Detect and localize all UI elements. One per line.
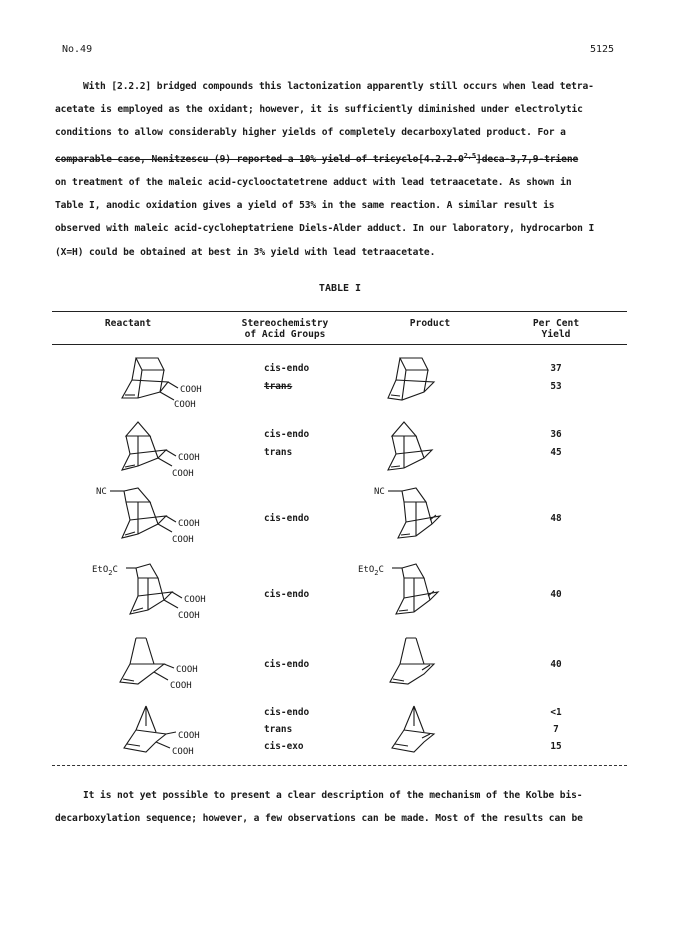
text-line: decarboxylation sequence; however, a few observations can be made. Most of the results can be xyxy=(55,813,583,825)
table-bottom-rule xyxy=(52,765,627,766)
cooh-label: COOH xyxy=(178,611,200,621)
ester-label: EtO$_2$C xyxy=(92,565,118,577)
stereo-label: cis-endo xyxy=(264,659,310,670)
product-structure-2 xyxy=(386,418,456,480)
nitrile-label: NC xyxy=(374,487,385,497)
text-line: conditions to allow considerably higher yields of completely decarboxylated product. For a xyxy=(55,127,566,139)
text-line-struck xyxy=(55,145,627,171)
cooh-label: COOH xyxy=(184,595,206,605)
text-line: acetate is employed as the oxidant; however, it is sufficiently diminished under electrolytic xyxy=(55,104,583,116)
reactant-structure-5 xyxy=(112,634,228,694)
yield-value: 7 xyxy=(553,724,559,735)
header-line: of Acid Groups xyxy=(244,329,326,340)
cooh-label: COOH xyxy=(178,731,200,741)
yield-value: 36 xyxy=(550,429,562,440)
col-header-stereochemistry xyxy=(225,318,345,340)
col-header-yield xyxy=(520,318,592,340)
yield-value: 40 xyxy=(550,659,562,670)
text-fragment: ]deca-3,7,9-triene xyxy=(476,153,579,165)
table-caption: TABLE I xyxy=(318,283,362,294)
header-line: Per Cent xyxy=(532,318,580,329)
yield-value: 15 xyxy=(550,741,562,752)
reactant-structure-1 xyxy=(108,352,228,412)
cooh-label: COOH xyxy=(170,681,192,691)
journal-issue: No.49 xyxy=(62,44,93,55)
col-header-reactant: Reactant xyxy=(104,318,152,329)
header-line: Yield xyxy=(541,329,571,340)
yield-value: 37 xyxy=(550,363,562,374)
superscript: 2,5 xyxy=(463,151,477,160)
table-top-rule xyxy=(52,311,627,312)
text-line: With [2.2.2] bridged compounds this lactonization apparently still occurs when lead tetra- xyxy=(83,81,594,92)
cooh-label: COOH xyxy=(172,747,194,757)
reactant-structure-3 xyxy=(94,484,224,546)
yield-value: 40 xyxy=(550,589,562,600)
stereo-label: cis-endo xyxy=(264,429,310,440)
cooh-label: COOH xyxy=(180,385,202,395)
cooh-label: COOH xyxy=(178,453,200,463)
stereo-label: trans xyxy=(264,724,293,735)
header-line: Stereochemistry xyxy=(241,318,329,329)
product-structure-3 xyxy=(372,484,462,546)
stereo-label: trans xyxy=(264,381,293,392)
yield-value: <1 xyxy=(550,707,562,718)
product-structure-4 xyxy=(358,560,462,622)
page-number: 5125 xyxy=(590,44,615,55)
text-line: (X=H) could be obtained at best in 3% yield with lead tetraacetate. xyxy=(55,246,436,258)
product-structure-6 xyxy=(388,702,458,760)
product-structure-1 xyxy=(386,352,456,412)
table-header-rule xyxy=(52,344,627,345)
ester-label: EtO$_2$C xyxy=(358,565,384,577)
cooh-label: COOH xyxy=(172,535,194,545)
text-line: on treatment of the maleic acid-cyclooctatetrene adduct with lead tetraacetate. As shown in xyxy=(55,177,572,188)
nitrile-label: NC xyxy=(96,487,107,497)
text-fragment: comparable case, Nenitzescu (9) reported a 10% yield of tricyclo[4.2.2.0 xyxy=(55,153,464,165)
cooh-label: COOH xyxy=(176,665,198,675)
stereo-label: trans xyxy=(264,447,293,458)
stereo-label: cis-endo xyxy=(264,707,310,718)
reactant-structure-4 xyxy=(92,560,226,622)
cooh-label: COOH xyxy=(172,469,194,479)
paragraph-1 xyxy=(55,75,627,264)
col-header-product: Product xyxy=(409,318,451,329)
text-line: It is not yet possible to present a clear description of the mechanism of the Kolbe bis- xyxy=(83,790,583,801)
yield-value: 45 xyxy=(550,447,562,458)
reactant-structure-6 xyxy=(112,702,232,760)
product-structure-5 xyxy=(388,634,458,694)
stereo-label: cis-endo xyxy=(264,363,310,374)
stereo-label: cis-endo xyxy=(264,589,310,600)
paragraph-2 xyxy=(55,784,627,830)
stereo-label: cis-exo xyxy=(264,741,304,752)
yield-value: 48 xyxy=(550,513,562,524)
cooh-label: COOH xyxy=(174,400,196,410)
reactant-structure-2 xyxy=(108,418,228,480)
stereo-label: cis-endo xyxy=(264,513,310,524)
yield-value: 53 xyxy=(550,381,562,392)
cooh-label: COOH xyxy=(178,519,200,529)
text-line: observed with maleic acid-cycloheptatriene Diels-Alder adduct. In our laboratory, hydrocarbon I xyxy=(55,223,595,235)
text-line: Table I, anodic oxidation gives a yield of 53% in the same reaction. A similar result is xyxy=(55,200,555,212)
